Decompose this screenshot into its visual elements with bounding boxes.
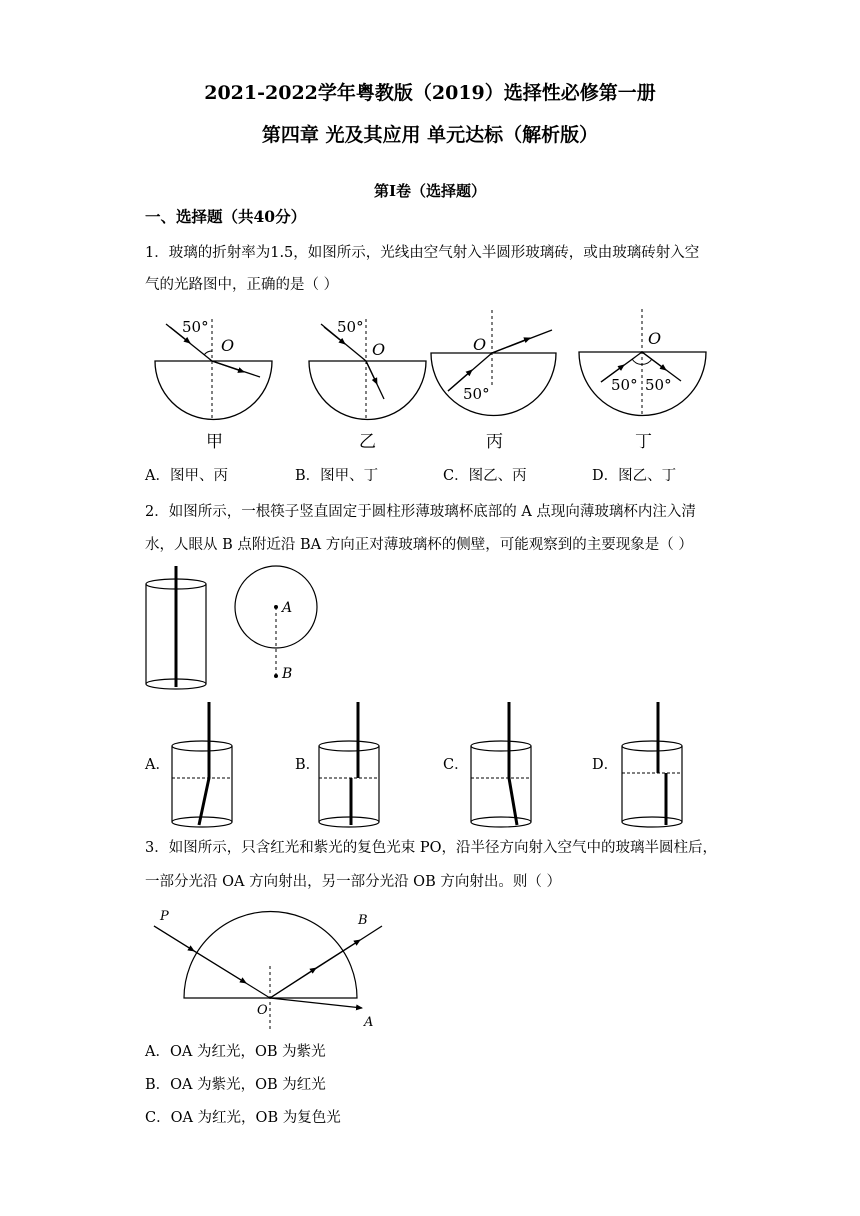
- q1-option-d: D．图乙、丁: [592, 468, 677, 484]
- q1-text-line1: 1．玻璃的折射率为1.5，如图所示，光线由空气射入半圆形玻璃砖，或由玻璃砖射入空: [145, 245, 700, 261]
- point-o-label: O: [473, 335, 487, 354]
- point-a-label: A: [364, 1015, 374, 1030]
- point-o-label: O: [221, 336, 235, 355]
- q2-text-line1: 2．如图所示，一根筷子竖直固定于圆柱形薄玻璃杯底部的 A 点现向薄玻璃杯内注入清: [145, 504, 696, 520]
- q2-option-c-label: C．: [443, 757, 469, 773]
- volume-heading: 第I卷（选择题）: [373, 182, 487, 200]
- q2-text-line2: 水，人眼从 B 点附近沿 BA 方向正对薄玻璃杯的侧壁，可能观察到的主要现象是（ ）: [145, 537, 693, 553]
- angle-label: 50°: [463, 385, 490, 403]
- angle-label: 50°: [337, 318, 364, 336]
- q3-option-b: B．OA 为紫光，OB 为红光: [145, 1077, 326, 1093]
- q3-option-a: A．OA 为红光，OB 为紫光: [145, 1044, 326, 1060]
- q1-text-line2: 气的光路图中，正确的是（ ）: [145, 277, 339, 293]
- q3-text-line1: 3．如图所示，只含红光和紫光的复色光束 PO，沿半径方向射入空气中的玻璃半圆柱后，: [145, 840, 717, 856]
- q1-option-b: B．图甲、丁: [295, 468, 379, 484]
- angle-label: 50°: [182, 318, 209, 336]
- point-o-label: O: [648, 329, 662, 348]
- figure-label-ding: 丁: [635, 432, 652, 452]
- q3-option-c: C．OA 为红光，OB 为复色光: [145, 1110, 341, 1126]
- figure-label-yi: 乙: [359, 432, 376, 452]
- point-a-label: A: [282, 600, 293, 616]
- angle-label-right: 50°: [645, 376, 672, 394]
- q3-semicircle-prism: [154, 909, 382, 1030]
- section-heading: 一、选择题（共40分）: [145, 207, 307, 226]
- point-o-label: O: [372, 340, 386, 359]
- angle-label-left: 50°: [611, 376, 638, 394]
- point-o-label: O: [257, 1003, 268, 1018]
- q1-option-c: C．图乙、丙: [443, 468, 527, 484]
- figure-label-jia: 甲: [206, 432, 223, 452]
- point-b-label: B: [282, 666, 293, 682]
- q3-text-line2: 一部分光沿 OA 方向射出，另一部分光沿 OB 方向射出。则（ ）: [145, 874, 561, 890]
- q2-option-b-label: B．: [295, 757, 321, 773]
- point-p-label: P: [160, 909, 169, 924]
- document-title-line2: 第四章 光及其应用 单元达标（解析版）: [261, 124, 599, 146]
- q2-option-a-label: A．: [145, 757, 170, 773]
- q1-option-a: A．图甲、丙: [145, 468, 228, 484]
- q2-option-d-label: D．: [592, 757, 619, 773]
- figure-label-bing: 丙: [486, 432, 503, 452]
- point-b-label: B: [358, 913, 368, 928]
- document-title-line1: 2021-2022学年粤教版（2019）选择性必修第一册: [204, 82, 656, 104]
